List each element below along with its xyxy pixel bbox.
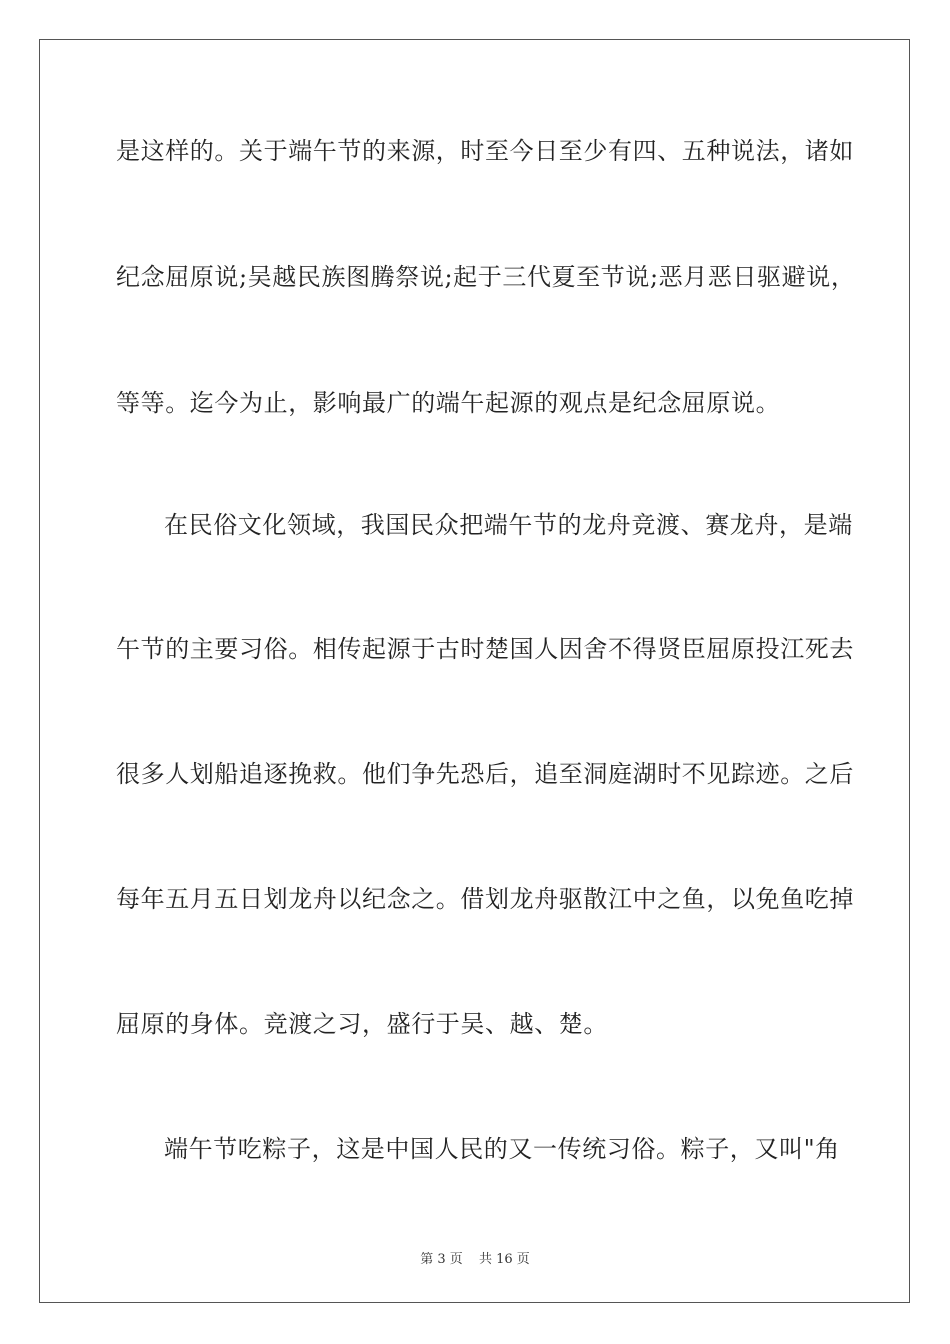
text-line-8: 屈原的身体。竞渡之习，盛行于吴、越、楚。 xyxy=(116,1010,608,1038)
text-line-4: 在民俗文化领域，我国民众把端午节的龙舟竞渡、赛龙舟，是端 xyxy=(164,511,853,539)
page-total: 共 16 页 xyxy=(478,1252,530,1267)
text-line-2: 纪念屈原说;吴越民族图腾祭说;起于三代夏至节说;恶月恶日驱避说， xyxy=(116,263,856,291)
text-line-9: 端午节吃粽子，这是中国人民的又一传统习俗。粽子，又叫"角 xyxy=(164,1135,840,1163)
text-line-7: 每年五月五日划龙舟以纪念之。借划龙舟驱散江中之鱼，以免鱼吃掉 xyxy=(116,885,854,913)
page-border xyxy=(39,39,910,1303)
text-line-6: 很多人划船追逐挽救。他们争先恐后，追至洞庭湖时不见踪迹。之后 xyxy=(116,760,854,788)
text-line-5: 午节的主要习俗。相传起源于古时楚国人因舍不得贤臣屈原投江死去 xyxy=(116,635,854,663)
text-line-1: 是这样的。关于端午节的来源，时至今日至少有四、五种说法，诸如 xyxy=(116,137,854,165)
page-number: 第 3 页 xyxy=(420,1252,463,1267)
text-line-3: 等等。迄今为止，影响最广的端午起源的观点是纪念屈原说。 xyxy=(116,389,781,417)
page-footer xyxy=(0,1248,950,1267)
